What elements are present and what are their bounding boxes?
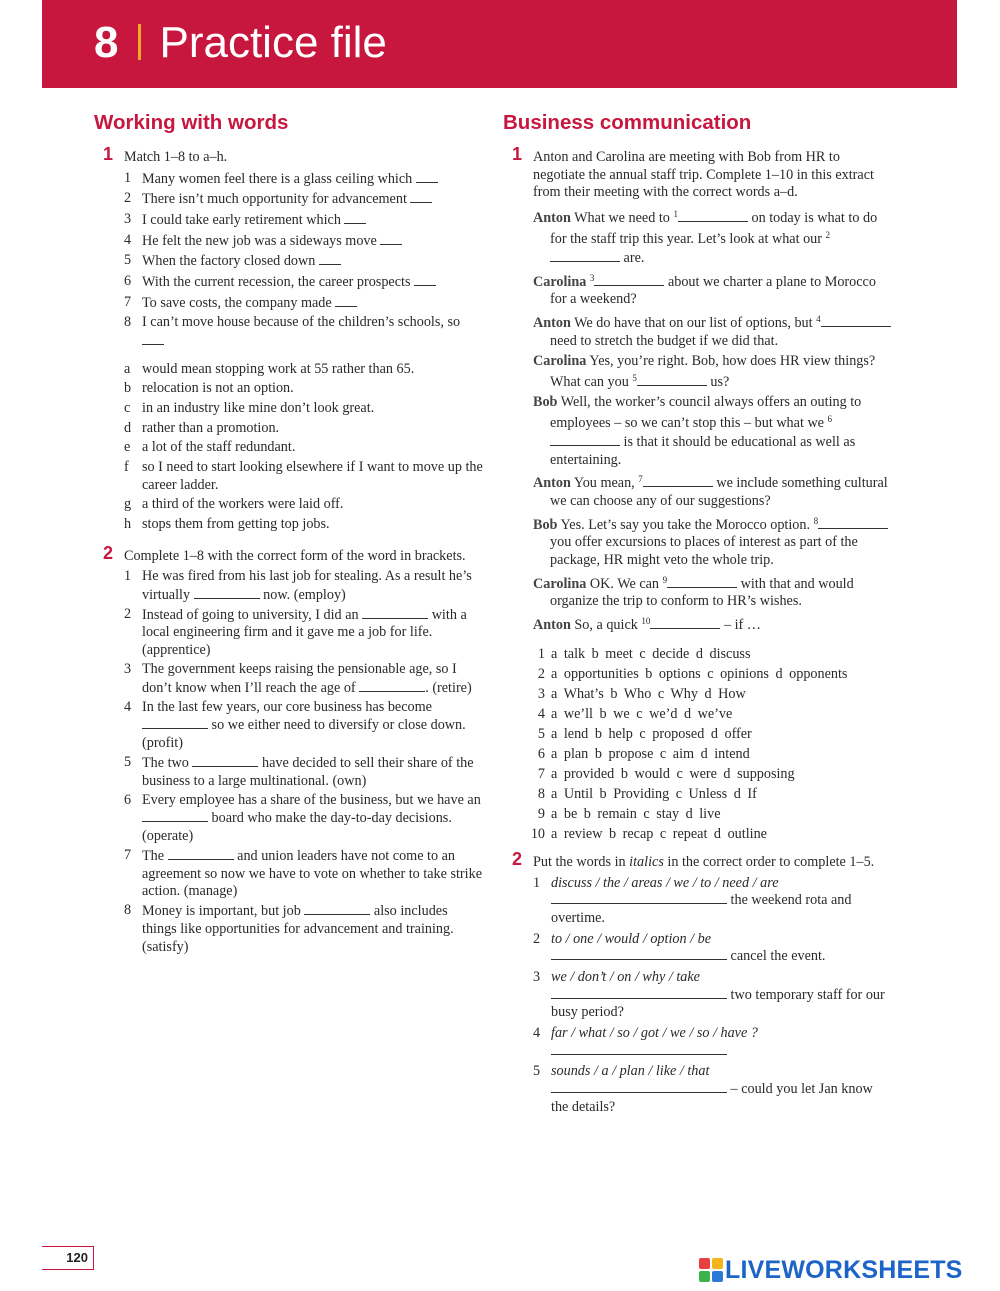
item-number: 4 (537, 705, 545, 722)
match-ending (124, 420, 484, 438)
right-column (503, 110, 893, 1119)
gap-number: 5 (632, 373, 637, 384)
unit-number: 8 (94, 18, 119, 67)
liveworksheets-logo (699, 1256, 963, 1284)
item-text: have decided to sell their share of the business to a large multinational. (own) (142, 755, 474, 789)
exercise-instruction: Complete 1–8 with the correct form of the word in brackets. (124, 547, 466, 564)
item-number: 1 (533, 874, 541, 891)
answer-blank[interactable] (643, 474, 713, 487)
item-text: Every employee has a share of the business, but we have an (142, 791, 481, 808)
dialogue-line (533, 572, 893, 611)
answer-option-row (533, 806, 893, 824)
header-divider (138, 24, 141, 60)
word-form-item (124, 661, 484, 697)
answer-line[interactable] (551, 892, 727, 904)
item-number: 3 (537, 685, 545, 702)
dialogue-text: Well, the worker’s council always offers an outing to employees – so we can’t stop this – but what we (550, 393, 862, 432)
item-number: 2 (537, 665, 545, 682)
page-header-title (94, 16, 387, 70)
item-text: so we either need to diversify or close down. (profit) (142, 717, 466, 752)
match-endings-list (124, 361, 484, 534)
item-text: and union leaders have not come to an agreement so now we have to vote on whether to take strike action. (manage) (142, 848, 482, 900)
answer-blank[interactable] (304, 902, 370, 915)
word-order-item (533, 1025, 893, 1060)
item-number: 7 (537, 765, 545, 782)
gap-number: 9 (662, 574, 668, 585)
item-number: 6 (124, 273, 132, 290)
match-ending (124, 459, 484, 494)
gap-number: 8 (813, 515, 819, 526)
dialogue-line (533, 311, 893, 350)
speaker-name: Anton (533, 617, 571, 634)
item-text: To save costs, the company made (142, 294, 336, 311)
dialogue-line (533, 394, 893, 469)
gap-number: 10 (641, 616, 651, 627)
answer-blank[interactable] (416, 170, 438, 183)
item-number: 2 (124, 605, 132, 622)
word-form-item (124, 606, 484, 660)
gap-number: 1 (673, 208, 678, 219)
item-text: . (retire) (425, 679, 472, 696)
scrambled-words: far / what / so / got / we / so / have ? (551, 1025, 758, 1042)
option-text: a lend b help c proposed d offer (551, 725, 752, 742)
item-number: 5 (533, 1063, 541, 1080)
logo-block (699, 1258, 710, 1269)
word-form-item (124, 847, 484, 901)
answer-option-row (533, 726, 893, 744)
dialogue-text: What we need to (574, 209, 674, 226)
item-text: the weekend rota and overtime. (551, 892, 852, 926)
page-header-banner (42, 0, 957, 88)
item-letter: c (124, 399, 131, 416)
item-text: The two (142, 755, 193, 772)
item-number: 3 (533, 969, 541, 986)
speaker-name: Carolina (533, 352, 587, 369)
dialogue-text: we include something cultural we can choose any of our suggestions? (550, 475, 888, 510)
dialogue-text: You mean, (573, 475, 639, 492)
item-letter: e (124, 439, 131, 456)
exercise-number: 1 (103, 144, 114, 164)
exercise-instruction: Match 1–8 to a–h. (124, 149, 228, 165)
item-number: 6 (124, 791, 132, 808)
meeting-dialogue (533, 206, 893, 635)
exercise-number: 1 (512, 144, 523, 164)
item-text: also includes things like opportunities for advancement and training. (satisfy) (142, 903, 454, 955)
match-ending (124, 496, 484, 514)
exercise-instruction: Put the words in italics in the correct order to complete 1–5. (533, 854, 875, 871)
word-form-item (124, 568, 484, 604)
gap-number: 6 (827, 414, 833, 425)
dialogue-text: on today is what to do for the staff trip this year. Let’s look at what our (550, 209, 878, 248)
speaker-name: Bob (533, 516, 558, 533)
option-text: a we’ll b we c we’d d we’ve (551, 705, 733, 722)
answer-blank[interactable] (637, 373, 707, 386)
item-text: cancel the event. (727, 948, 826, 965)
answer-line-row (551, 1081, 893, 1116)
match-ending (124, 516, 484, 534)
unit-title: Practice file (159, 18, 387, 67)
item-text: a lot of the staff redundant. (142, 439, 296, 456)
item-number: 8 (124, 902, 132, 919)
word-order-item (533, 875, 893, 928)
item-letter: d (124, 419, 132, 436)
answer-line-row (551, 1043, 893, 1061)
dialogue-line (533, 513, 893, 570)
match-ending (124, 400, 484, 418)
match-ending (124, 439, 484, 457)
word-order-items-list (533, 875, 893, 1116)
logo-block (712, 1271, 723, 1282)
item-text: The government keeps raising the pensionable age, so I don’t know when I’ll reach the age of (142, 661, 457, 696)
item-number: 2 (124, 190, 132, 207)
answer-option-row (533, 706, 893, 724)
option-text: a What’s b Who c Why d How (551, 685, 746, 702)
answer-option-row (533, 686, 893, 704)
speaker-name: Bob (533, 393, 558, 410)
answer-blank[interactable] (414, 273, 436, 286)
dialogue-text: with that and would organize the trip to conform to HR’s wishes. (550, 575, 854, 610)
answer-line-row (551, 892, 893, 927)
answer-blank[interactable] (142, 809, 208, 822)
gap-number: 7 (638, 474, 643, 485)
item-number: 1 (124, 169, 132, 186)
dialogue-text: Yes, you’re right. Bob, how does HR view things? What can you (550, 352, 876, 391)
answer-option-row (533, 666, 893, 684)
option-text: a be b remain c stay d live (551, 805, 721, 822)
left-column (94, 110, 484, 958)
item-text: There isn’t much opportunity for advancement (142, 191, 411, 208)
item-text: Money is important, but job (142, 903, 305, 920)
dialogue-text: So, a quick (574, 617, 642, 634)
answer-blank[interactable] (168, 847, 234, 860)
match-item (124, 252, 484, 271)
item-number: 4 (124, 231, 132, 248)
item-number: 8 (537, 785, 545, 802)
item-text: board who make the day-to-day decisions. (operate) (142, 810, 452, 844)
word-order-item (533, 931, 893, 966)
dialogue-text: need to stretch the budget if we did that. (550, 332, 779, 349)
match-item (124, 211, 484, 230)
dialogue-text: you offer excursions to places of interest as part of the package, HR might veto the whole trip. (550, 534, 858, 568)
answer-blank[interactable] (678, 209, 748, 222)
answer-blank[interactable] (142, 332, 164, 345)
dialogue-line (533, 353, 893, 392)
speaker-name: Anton (533, 315, 571, 332)
item-number: 9 (537, 805, 545, 822)
match-item (124, 294, 484, 313)
item-text: a third of the workers were laid off. (142, 496, 344, 513)
answer-option-row (530, 825, 893, 844)
exercise-number: 2 (512, 849, 523, 870)
scrambled-words: we / don’t / on / why / take (551, 969, 700, 986)
exercise-1-dialogue (503, 144, 893, 843)
dialogue-line (533, 613, 893, 635)
scrambled-words: sounds / a / plan / like / that (551, 1063, 710, 1080)
answer-option-row (533, 766, 893, 784)
answer-blank[interactable] (410, 190, 432, 203)
word-order-item (533, 969, 893, 1022)
dialogue-line (533, 270, 893, 309)
dialogue-line (533, 206, 893, 268)
match-ending (124, 361, 484, 379)
scrambled-words: to / one / would / option / be (551, 930, 711, 947)
section-heading-working-with-words: Working with words (94, 111, 289, 134)
item-number: 1 (537, 645, 545, 662)
speaker-name: Anton (533, 209, 571, 226)
match-item (124, 190, 484, 209)
item-text: The (142, 848, 168, 865)
dialogue-text: Yes. Let’s say you take the Morocco option. (560, 516, 814, 533)
word-form-item (124, 699, 484, 753)
item-text: two temporary staff for our busy period? (551, 986, 885, 1021)
word-form-item (124, 902, 484, 956)
answer-option-row (533, 786, 893, 804)
item-number: 5 (124, 252, 132, 269)
word-form-items-list (124, 568, 484, 956)
answer-blank[interactable] (550, 433, 620, 446)
item-text: Instead of going to university, I did an (142, 606, 363, 623)
item-text: – could you let Jan know the details? (551, 1081, 873, 1115)
logo-block (712, 1258, 723, 1269)
answer-blank[interactable] (594, 273, 664, 286)
item-text: stops them from getting top jobs. (142, 516, 330, 532)
section-heading-business-communication: Business communication (503, 111, 752, 134)
item-number: 8 (124, 314, 132, 331)
item-letter: h (124, 516, 132, 532)
item-number: 6 (537, 745, 545, 762)
dialogue-line (533, 471, 893, 510)
answer-blank[interactable] (821, 314, 891, 327)
answer-blank[interactable] (362, 606, 428, 619)
dialogue-text: are. (620, 249, 645, 266)
item-number: 5 (537, 725, 545, 742)
answer-line-row (551, 948, 893, 966)
option-text: a talk b meet c decide d discuss (551, 645, 751, 662)
item-text: now. (employ) (259, 586, 346, 603)
exercise-1-match (94, 144, 484, 534)
item-text: so I need to start looking elsewhere if I want to move up the career ladder. (142, 459, 483, 493)
answer-blank[interactable] (194, 586, 260, 599)
dialogue-text: – if … (720, 617, 761, 634)
item-number: 4 (124, 698, 132, 715)
option-text: a provided b would c were d supposing (551, 765, 795, 782)
answer-blank[interactable] (142, 716, 208, 729)
answer-line[interactable] (551, 1081, 727, 1093)
item-number: 1 (124, 568, 132, 585)
exercise-instruction: Anton and Carolina are meeting with Bob from HR to negotiate the annual staff trip. Complete 1–10 in this extract from their meeting with the correct words a–d. (533, 149, 874, 201)
answer-line[interactable] (551, 948, 727, 960)
answer-blank[interactable] (550, 249, 620, 262)
item-letter: g (124, 496, 132, 513)
item-text: would mean stopping work at 55 rather than 65. (142, 360, 415, 377)
answer-line[interactable] (551, 987, 727, 999)
dialogue-text: We do have that on our list of options, but (574, 315, 817, 332)
speaker-name: Carolina (533, 273, 587, 290)
option-text: a opportunities b options c opinions d opponents (551, 665, 848, 682)
answer-blank[interactable] (818, 516, 888, 529)
answer-blank[interactable] (335, 294, 357, 307)
answer-option-row (533, 746, 893, 764)
item-text: With the current recession, the career prospects (142, 274, 415, 291)
item-text: I can’t move house because of the children’s schools, so (142, 314, 461, 331)
answer-blank[interactable] (344, 211, 366, 224)
match-item (124, 170, 484, 189)
item-text: I could take early retirement which (142, 211, 345, 228)
dialogue-text: us? (706, 374, 730, 391)
item-text: relocation is not an option. (142, 380, 294, 397)
item-number: 7 (124, 847, 132, 864)
brand-name: LIVEWORKSHEETS (725, 1255, 963, 1284)
item-text: rather than a promotion. (142, 419, 280, 436)
page-number: 120 (42, 1246, 94, 1270)
speaker-name: Carolina (533, 575, 587, 592)
gap-number: 3 (589, 272, 595, 283)
item-number: 2 (533, 930, 541, 947)
item-number: 7 (124, 293, 132, 310)
answer-blank[interactable] (359, 679, 425, 692)
item-text: Many women feel there is a glass ceiling which (142, 170, 416, 187)
item-text: In the last few years, our core business has become (142, 698, 432, 715)
item-text: He felt the new job was a sideways move (142, 232, 381, 249)
match-ending (124, 380, 484, 398)
scrambled-words: discuss / the / areas / we / to / need / are (551, 874, 779, 891)
match-item (124, 314, 484, 350)
option-text: a Until b Providing c Unless d If (551, 785, 757, 802)
match-item (124, 273, 484, 292)
item-number: 5 (124, 754, 132, 771)
answer-blank[interactable] (192, 754, 258, 767)
dialogue-text: OK. We can (589, 575, 663, 592)
answer-options-list (530, 645, 893, 843)
item-letter: b (124, 380, 132, 397)
exercise-2-word-order (503, 849, 893, 1116)
dialogue-text: is that it should be educational as well as entertaining. (550, 434, 856, 468)
exercise-number: 2 (103, 542, 114, 563)
item-text: He was fired from his last job for stealing. As a result he’s virtually (142, 568, 472, 603)
option-text: a plan b propose c aim d intend (551, 745, 750, 762)
answer-blank[interactable] (667, 575, 737, 588)
logo-block (699, 1271, 710, 1282)
word-form-item (124, 792, 484, 846)
answer-line[interactable] (551, 1043, 727, 1055)
word-order-item (533, 1063, 893, 1116)
item-text: in an industry like mine don’t look great. (142, 399, 375, 416)
speaker-name: Anton (533, 475, 571, 492)
exercise-2-word-forms (94, 542, 484, 957)
item-text: When the factory closed down (142, 253, 319, 270)
item-number: 4 (533, 1025, 541, 1042)
dialogue-text: about we charter a plane to Morocco for a weekend? (550, 273, 876, 308)
answer-blank[interactable] (319, 252, 341, 265)
item-letter: f (124, 459, 129, 476)
item-number: 3 (124, 661, 132, 678)
answer-line-row (551, 987, 893, 1022)
option-text: a review b recap c repeat d outline (551, 825, 767, 842)
match-items-list (124, 170, 484, 351)
match-item (124, 232, 484, 251)
word-form-item (124, 754, 484, 790)
item-number: 10 (530, 825, 545, 842)
gap-number: 2 (825, 230, 831, 241)
logo-blocks-icon (699, 1258, 723, 1282)
item-number: 3 (124, 210, 132, 227)
answer-blank[interactable] (380, 232, 402, 245)
item-text: with a local engineering firm and it gave me a job for life. (apprentice) (142, 606, 467, 659)
item-letter: a (124, 360, 131, 377)
answer-option-row (533, 646, 893, 664)
gap-number: 4 (816, 314, 821, 325)
answer-blank[interactable] (650, 616, 720, 629)
